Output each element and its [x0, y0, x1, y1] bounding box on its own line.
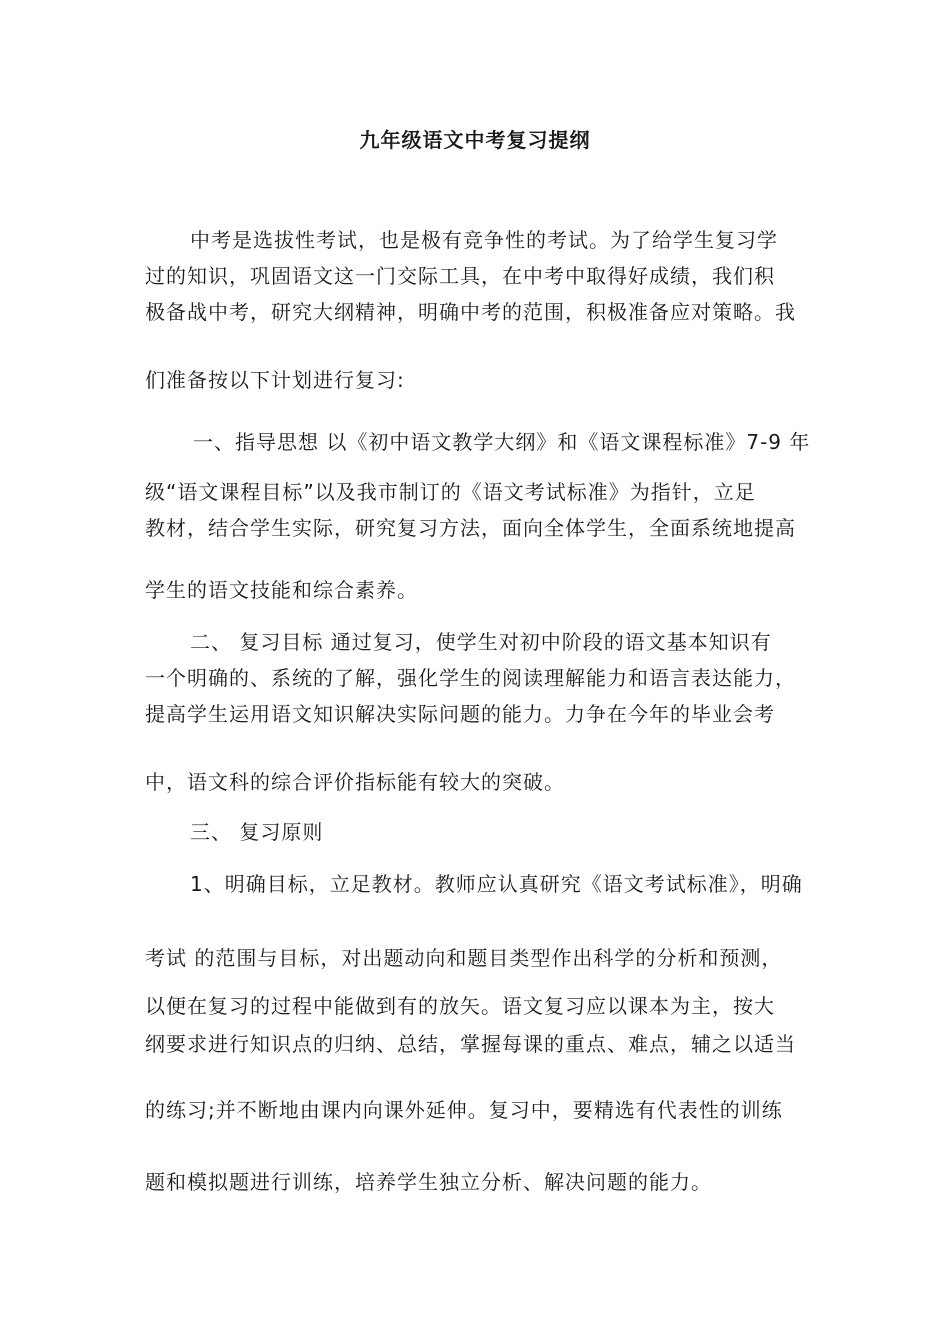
paragraph-line: 极备战中考，研究大纲精神，明确中考的范围，积极准备应对策略。我 — [145, 300, 796, 324]
paragraph-line: 纲要求进行知识点的归纳、总结，掌握每课的重点、难点，辅之以适当 — [145, 1032, 796, 1056]
paragraph-line: 提高学生运用语文知识解决实际问题的能力。力争在今年的毕业会考 — [145, 702, 775, 726]
paragraph-line: 的练习;并不断地由课内向课外延伸。复习中，要精选有代表性的训练 — [145, 1098, 783, 1122]
paragraph-line: 们准备按以下计划进行复习: — [145, 368, 405, 392]
paragraph-line: 级“语文课程目标”以及我市制订的《语文考试标准》为指针，立足 — [145, 480, 756, 504]
section-heading: 三、 复习原则 — [190, 820, 324, 844]
paragraph-line: 二、 复习目标 通过复习，使学生对初中阶段的语文基本知识有 — [190, 630, 772, 654]
paragraph-line: 学生的语文技能和综合素养。 — [145, 578, 418, 602]
paragraph-line: 一、指导思想 以《初中语文教学大纲》和《语文课程标准》7-9 年 — [193, 430, 811, 454]
paragraph-line: 以便在复习的过程中能做到有的放矢。语文复习应以课本为主，按大 — [145, 994, 775, 1018]
paragraph-line: 一个明确的、系统的了解，强化学生的阅读理解能力和语言表达能力， — [145, 666, 796, 690]
paragraph-line: 考试 的范围与目标，对出题动向和题目类型作出科学的分析和预测， — [145, 946, 783, 970]
paragraph-line: 教材，结合学生实际，研究复习方法，面向全体学生，全面系统地提高 — [145, 516, 796, 540]
paragraph-line: 中考是选拔性考试，也是极有竞争性的考试。为了给学生复习学 — [190, 228, 778, 252]
paragraph-line: 中，语文科的综合评价指标能有较大的突破。 — [145, 770, 565, 794]
document-title: 九年级语文中考复习提纲 — [359, 128, 591, 152]
paragraph-line: 题和模拟题进行训练，培养学生独立分析、解决问题的能力。 — [145, 1170, 712, 1194]
paragraph-line: 1、明确目标，立足教材。教师应认真研究《语文考试标准》，明确 — [190, 872, 803, 896]
paragraph-line: 过的知识，巩固语文这一门交际工具，在中考中取得好成绩，我们积 — [145, 264, 775, 288]
